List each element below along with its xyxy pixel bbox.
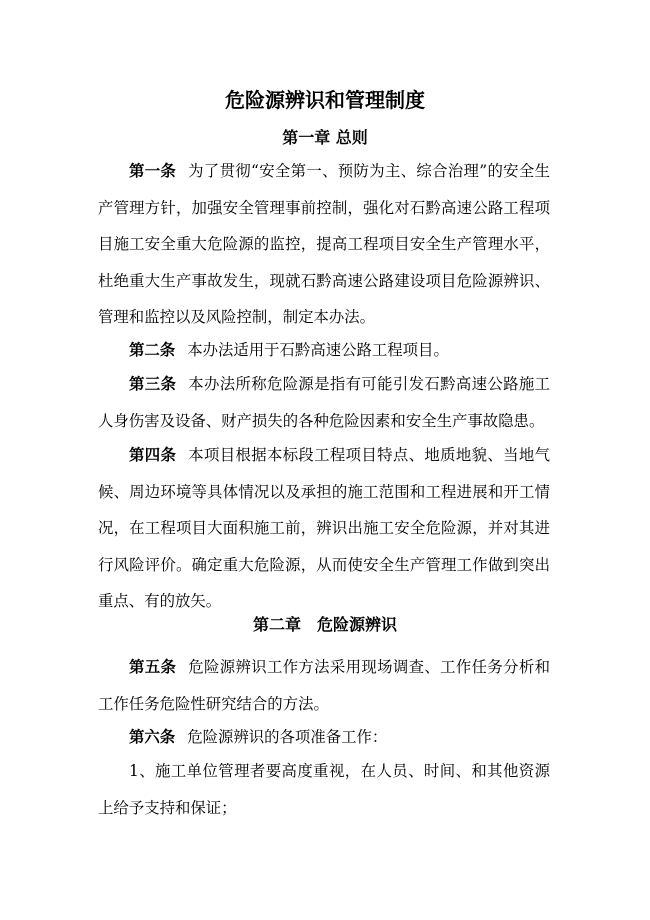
list-item	[98, 753, 550, 826]
document-title: 危险源辨识和管理制度	[225, 88, 425, 112]
article-paragraph	[98, 649, 550, 722]
article-text: 为了贯彻“安全第一、预防为主、综合治理”的安全生产管理方针，加强安全管理事前控制，强化对石黔高速公路工程项目施工安全重大危险源的监控，提高工程项目安全生产管理水平，杜绝重大生产事故发生，现就石黔高速公路建设项目危险源辨识、管理和监控以及风险控制，制定本办法。	[98, 162, 550, 326]
article-label: 第一条	[129, 162, 177, 180]
article-text: 危险源辨识的各项准备工作：	[187, 728, 388, 746]
article-label: 第三条	[129, 375, 177, 393]
article-paragraph	[98, 719, 550, 756]
article-text: 本办法适用于石黔高速公路工程项目。	[187, 341, 449, 359]
chapter-heading: 第二章 危险源辨识	[252, 615, 397, 634]
article-label: 第四条	[129, 446, 177, 464]
article-paragraph	[98, 437, 550, 620]
article-paragraph	[98, 153, 550, 336]
article-label: 第二条	[129, 341, 176, 359]
article-paragraph	[98, 332, 550, 369]
list-item-number: 1、	[129, 762, 156, 780]
article-label: 第五条	[129, 658, 177, 676]
article-text: 本项目根据本标段工程项目特点、地质地貌、当地气候、周边环境等具体情况以及承担的施工范围和工程进展和开工情况，在工程项目大面积施工前，辨识出施工安全危险源，并对其进行风险评价。确定重大危险源，从而使安全生产管理工作做到突出重点、有的放矢。	[98, 446, 550, 610]
article-text: 本办法所称危险源是指有可能引发石黔高速公路施工人身伤害及设备、财产损失的各种危险因素和安全生产事故隐患。	[98, 375, 550, 430]
article-paragraph	[98, 366, 550, 439]
list-item-text: 施工单位管理者要高度重视，在人员、时间、和其他资源上给予支持和保证；	[98, 762, 550, 817]
article-text: 危险源辨识工作方法采用现场调查、工作任务分析和工作任务危险性研究结合的方法。	[98, 658, 550, 713]
chapter-heading: 第一章 总则	[282, 128, 368, 147]
article-label: 第六条	[129, 728, 176, 746]
